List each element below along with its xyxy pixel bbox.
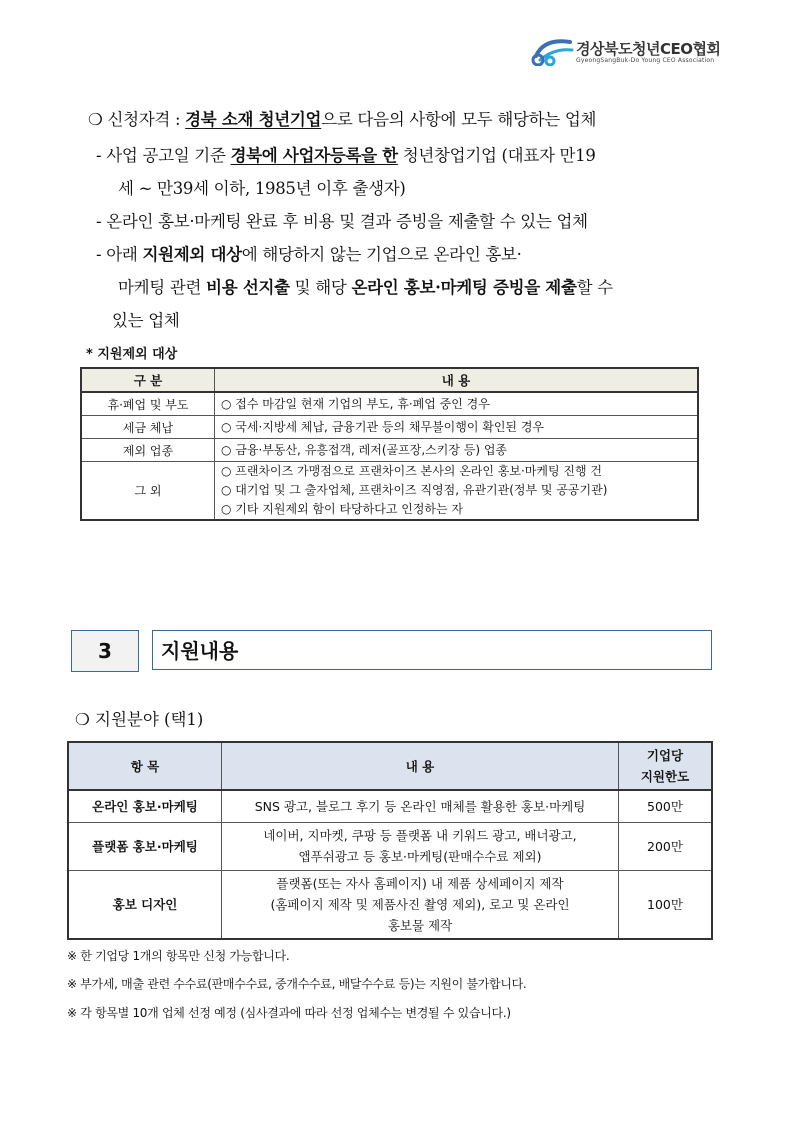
content-cell — [222, 790, 619, 822]
content-line: ○ 기타 지원제외 함이 타당하다고 인정하는 자 — [221, 502, 464, 516]
eligibility-line-1 — [88, 106, 596, 130]
table-row — [81, 462, 698, 521]
col-content: 내 용 — [222, 742, 619, 790]
emphasis: 비용 선지출 — [206, 278, 290, 297]
emphasis: 경북 소재 청년기업 — [185, 110, 322, 129]
table-row — [81, 439, 698, 462]
table-row — [68, 822, 712, 870]
note-3: ※ 각 항목별 10개 업체 선정 예정 (심사결과에 따라 선정 업체수는 변경될 수 있습니다.) — [67, 1006, 511, 1020]
table-row — [81, 392, 698, 416]
support-table — [67, 741, 713, 940]
content-line: (홈페이지 제작 및 제품사진 촬영 제외), 로고 및 온라인 — [270, 896, 570, 912]
eligibility-line-4: - 온라인 홍보·마케팅 완료 후 비용 및 결과 증빙을 제출할 수 있는 업체 — [96, 212, 588, 231]
content-cell — [222, 822, 619, 870]
content-line: ○ 접수 마감일 현재 기업의 부도, 휴·폐업 중인 경우 — [221, 396, 490, 411]
eligibility-line-3: 세 ~ 만39세 이하, 1985년 이후 출생자) — [118, 179, 406, 198]
note-2: ※ 부가세, 매출 관련 수수료(판매수수료, 중개수수료, 배달수수료 등)는 지원이 불가합니다. — [67, 977, 527, 991]
category-cell: 그 외 — [81, 462, 215, 521]
logo-mark-icon — [530, 36, 574, 66]
content-line: SNS 광고, 블로그 후기 등 온라인 매체를 활용한 홍보·마케팅 — [254, 798, 586, 814]
eligibility-line-6 — [118, 274, 613, 298]
content-line: 네이버, 지마켓, 쿠팡 등 플랫폼 내 키워드 광고, 배너광고, — [263, 828, 577, 843]
content-line: 앱푸쉬광고 등 홍보·마케팅(판매수수료 제외) — [298, 849, 542, 864]
table-header-row — [68, 742, 712, 790]
col-limit-line-1: 기업당 — [646, 748, 684, 763]
table-row — [68, 790, 712, 822]
text: 마케팅 관련 — [118, 278, 207, 297]
text: 할 수 — [576, 278, 613, 297]
col-limit — [619, 742, 713, 790]
col-category: 구 분 — [81, 368, 215, 392]
bullet: ❍ — [88, 110, 103, 129]
table-row — [68, 870, 712, 939]
text: 으로 다음의 사항에 모두 해당하는 업체 — [321, 110, 597, 129]
exclusion-table — [80, 367, 699, 521]
limit-cell: 100만 — [619, 870, 713, 939]
note-1: ※ 한 기업당 1개의 항목만 신청 가능합니다. — [67, 949, 290, 963]
org-logo — [530, 32, 740, 72]
content-cell — [215, 392, 699, 416]
content-line: ○ 금융·부동산, 유흥접객, 레저(골프장,스키장 등) 업종 — [221, 442, 508, 457]
category-cell: 세금 체납 — [81, 416, 215, 439]
text: 신청자격 : — [107, 110, 186, 129]
table-row — [81, 416, 698, 439]
content-line: ○ 국세·지방세 체납, 금융기관 등의 채무불이행이 확인된 경우 — [221, 419, 545, 434]
table-header-row — [81, 368, 698, 392]
eligibility-line-2 — [96, 142, 596, 166]
text: - 사업 공고일 기준 — [96, 146, 231, 165]
exclusion-title: * 지원제외 대상 — [86, 347, 178, 362]
org-subtitle: GyeongSangBuk-Do Young CEO Association — [576, 57, 715, 64]
item-cell: 플랫폼 홍보·마케팅 — [68, 822, 222, 870]
limit-cell: 200만 — [619, 822, 713, 870]
emphasis: 경북에 사업자등록을 한 — [230, 146, 398, 165]
text: 및 해당 — [289, 278, 352, 297]
col-content: 내 용 — [215, 368, 699, 392]
eligibility-line-5 — [96, 241, 522, 265]
section-title: 지원내용 — [152, 630, 712, 670]
section-number: 3 — [71, 630, 139, 672]
text: 에 해당하지 않는 기업으로 온라인 홍보· — [241, 245, 522, 264]
content-line: ○ 프랜차이즈 가맹점으로 프랜차이즈 본사의 온라인 홍보·마케팅 진행 건 — [221, 464, 602, 478]
category-cell: 제외 업종 — [81, 439, 215, 462]
content-cell — [215, 416, 699, 439]
emphasis: 지원제외 대상 — [142, 245, 242, 264]
support-field-label: ❍ 지원분야 (택1) — [75, 710, 204, 729]
col-item: 항 목 — [68, 742, 222, 790]
text: 청년창업기업 (대표자 만19 — [397, 146, 596, 165]
org-name: 경상북도청년CEO협회 — [576, 40, 721, 58]
content-cell — [215, 439, 699, 462]
content-line: ○ 대기업 및 그 출자업체, 프랜차이즈 직영점, 유관기관(정부 및 공공기관) — [221, 483, 608, 497]
limit-cell: 500만 — [619, 790, 713, 822]
content-line: 홍보물 제작 — [387, 917, 453, 933]
emphasis: 온라인 홍보·마케팅 증빙을 제출 — [351, 278, 577, 297]
text: - 아래 — [96, 245, 143, 264]
category-cell: 휴·폐업 및 부도 — [81, 392, 215, 416]
item-cell: 홍보 디자인 — [68, 870, 222, 939]
content-cell — [222, 870, 619, 939]
content-cell — [215, 462, 699, 521]
col-limit-line-2: 지원한도 — [640, 769, 690, 784]
eligibility-line-7: 있는 업체 — [112, 311, 180, 330]
item-cell: 온라인 홍보·마케팅 — [68, 790, 222, 822]
content-line: 플랫폼(또는 자사 홈페이지) 내 제품 상세페이지 제작 — [276, 875, 564, 891]
